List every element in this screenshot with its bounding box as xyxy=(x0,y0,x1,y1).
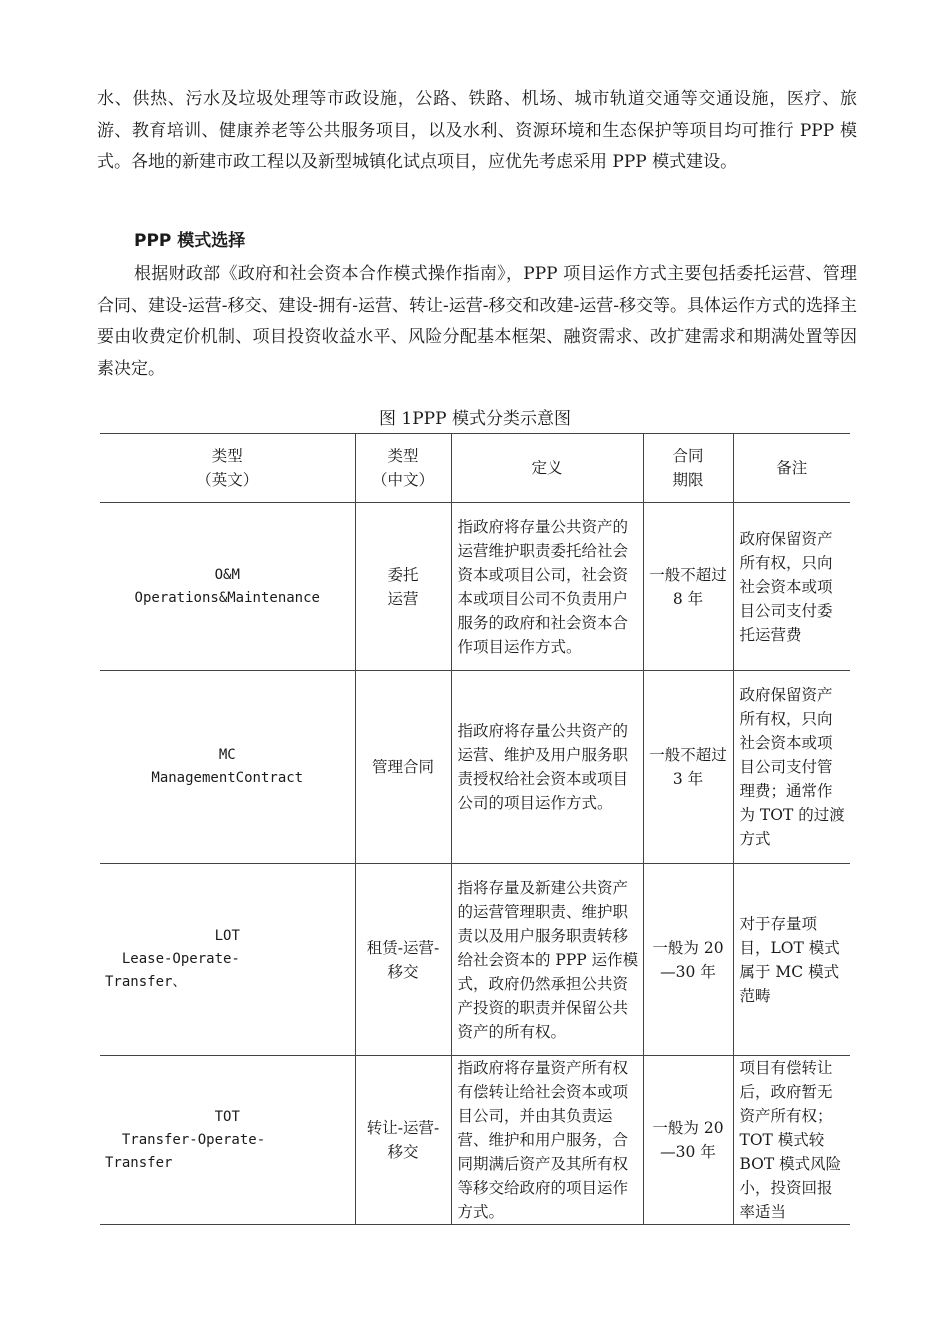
type-abbr: MC xyxy=(218,747,236,763)
term-cell: 一般为 20—30 年 xyxy=(643,864,733,1056)
section-heading: PPP 模式选择 xyxy=(134,231,246,251)
type-full-name: Operations&Maintenance xyxy=(134,589,320,606)
type-zh-cell: 转让-运营-移交 xyxy=(355,1056,451,1225)
definition-cell: 指政府将存量公共资产的运营、维护及用户服务职责授权给社会资本或项目公司的项目运作方式。 xyxy=(451,671,643,864)
note-cell: 政府保留资产所有权，只向社会资本或项目公司支付管理费；通常作为 TOT 的过渡方式 xyxy=(733,671,850,864)
header-definition: 定义 xyxy=(451,434,643,503)
ppp-mode-table xyxy=(100,433,850,1225)
header-term-line1: 合同 xyxy=(672,447,704,465)
definition-cell: 指政府将存量资产所有权有偿转让给社会资本或项目公司，并由其负责运营、维护和用户服务，合同期满后资产及其所有权等移交给政府的项目运作方式。 xyxy=(451,1056,643,1225)
definition-cell: 指政府将存量公共资产的运营维护职责委托给社会资本或项目公司，社会资本或项目公司不负责用户服务的政府和社会资本合作项目运作方式。 xyxy=(451,503,643,671)
table-row xyxy=(100,503,850,671)
type-en-cell xyxy=(100,503,355,671)
header-term xyxy=(643,434,733,503)
header-type-en-line1: 类型 xyxy=(211,447,243,465)
body-paragraph: 根据财政部《政府和社会资本合作模式操作指南》，PPP 项目运作方式主要包括委托运营、管理合同、建设-运营-移交、建设-拥有-运营、转让-运营-移交和改建-运营-移交等。具体运作方式的选择主要由收费定价机制、项目投资收益水平、风险分配基本框架、融资需求、改扩建需求和期满处置等因素决定。 xyxy=(97,264,857,379)
term-cell: 一般不超过 3 年 xyxy=(643,671,733,864)
type-zh-cell: 租赁-运营-移交 xyxy=(355,864,451,1056)
type-en-cell xyxy=(100,864,355,1056)
type-full-name: Lease-Operate- Transfer、 xyxy=(105,951,240,990)
note-cell: 对于存量项目，LOT 模式属于 MC 模式范畴 xyxy=(733,864,850,1056)
header-note: 备注 xyxy=(733,434,850,503)
header-type-en xyxy=(100,434,355,503)
definition-cell: 指将存量及新建公共资产的运营管理职责、维护职责以及用户服务职责转移给社会资本的 PPP 运作模式，政府仍然承担公共资产投资的职责并保留公共资产的所有权。 xyxy=(451,864,643,1056)
table-row xyxy=(100,1056,850,1225)
note-cell: 项目有偿转让后，政府暂无资产所有权；TOT 模式较 BOT 模式风险小，投资回报率适当 xyxy=(733,1056,850,1225)
type-abbr: TOT xyxy=(214,1108,240,1125)
type-en-cell xyxy=(100,671,355,864)
table-row xyxy=(100,671,850,864)
type-full-name: ManagementContract xyxy=(151,770,304,786)
table-row xyxy=(100,864,850,1056)
type-en-cell xyxy=(100,1056,355,1225)
term-cell: 一般不超过 8 年 xyxy=(643,503,733,671)
header-term-line2: 期限 xyxy=(672,471,704,489)
type-abbr: LOT xyxy=(214,928,240,944)
term-cell: 一般为 20—30 年 xyxy=(643,1056,733,1225)
header-type-zh-line1: 类型 xyxy=(387,447,419,465)
header-type-en-line2: （英文） xyxy=(196,471,259,489)
header-type-zh xyxy=(355,434,451,503)
type-full-name: Transfer-Operate- Transfer xyxy=(105,1131,266,1171)
type-zh-cell: 委托 运营 xyxy=(355,503,451,671)
type-abbr: O&M xyxy=(214,566,240,583)
header-type-zh-line2: （中文） xyxy=(371,471,434,489)
table-header-row xyxy=(100,434,850,503)
type-zh-cell: 管理合同 xyxy=(355,671,451,864)
note-cell: 政府保留资产所有权，只向社会资本或项目公司支付委托运营费 xyxy=(733,503,850,671)
intro-paragraph: 水、供热、污水及垃圾处理等市政设施，公路、铁路、机场、城市轨道交通等交通设施，医疗、旅游、教育培训、健康养老等公共服务项目，以及水利、资源环境和生态保护等项目均可推行 PPP 模式。各地的新建市政工程以及新型城镇化试点项目，应优先考虑采用 PPP 模式建设。 xyxy=(97,89,857,172)
table-caption: 图 1PPP 模式分类示意图 xyxy=(379,409,571,429)
